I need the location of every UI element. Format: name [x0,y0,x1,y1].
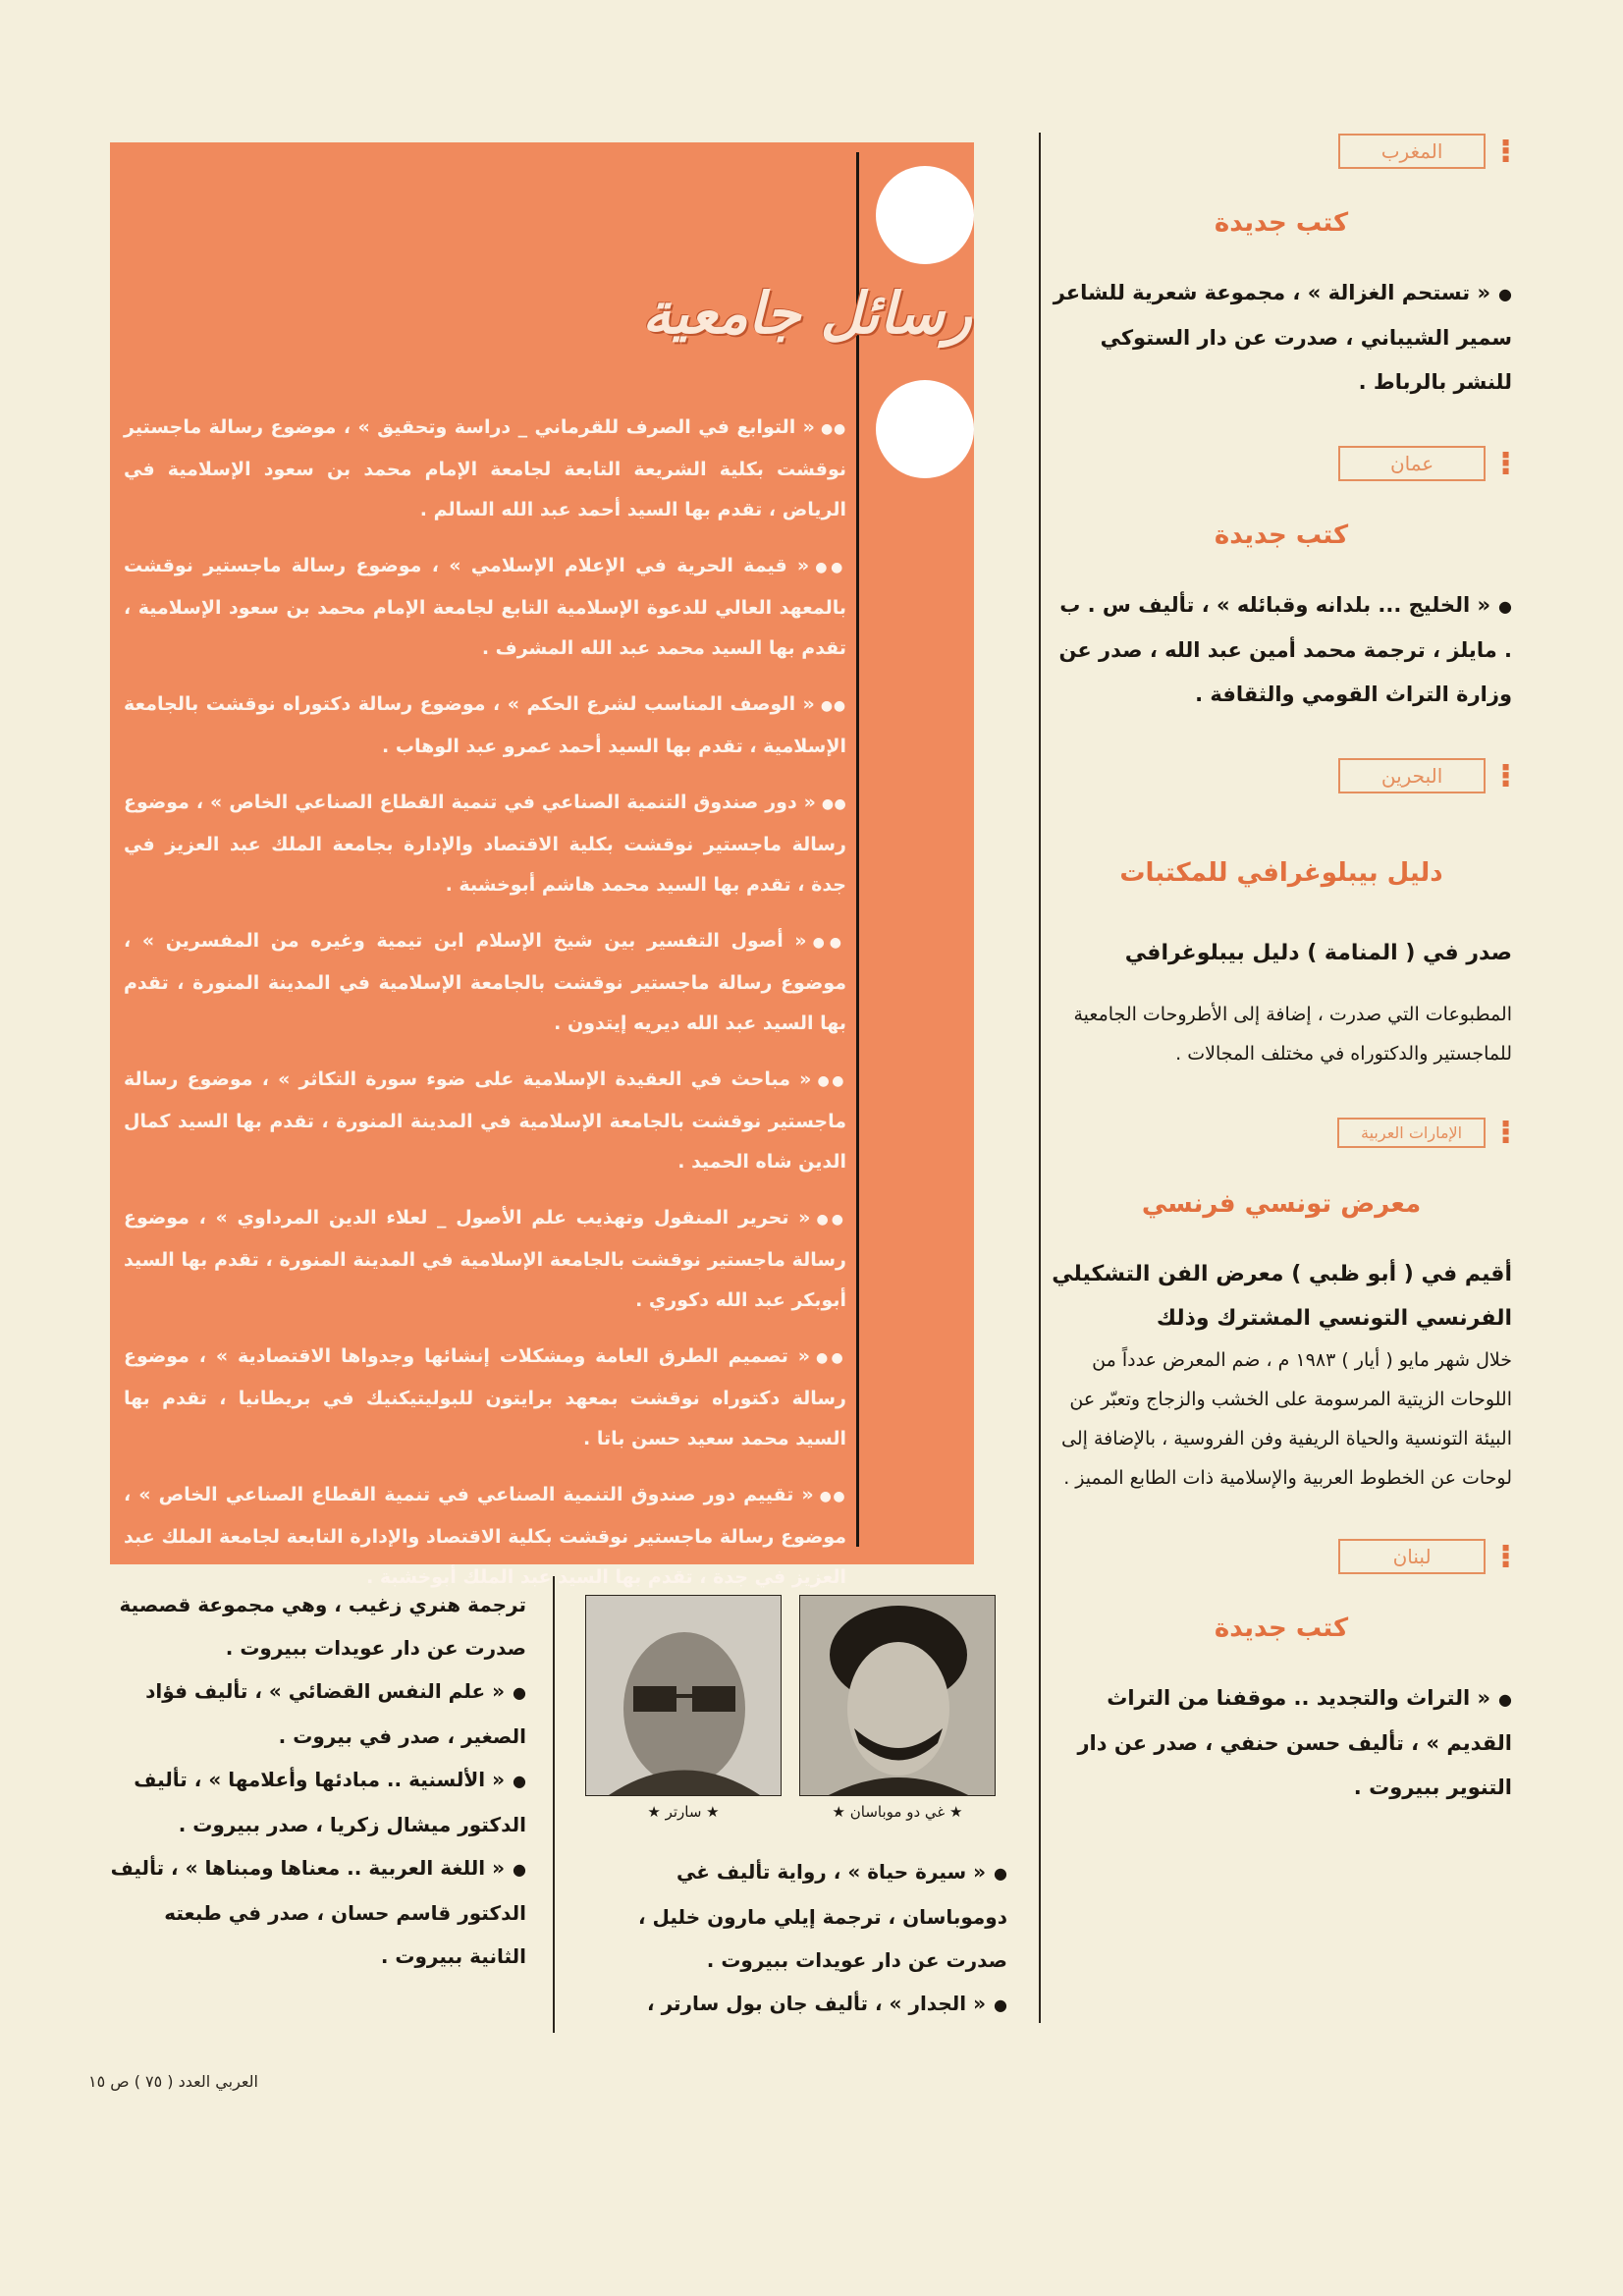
tag-label: عمان [1338,446,1486,481]
news-item: ترجمة هنري زغيب ، وهي مجموعة قصصية صدرت عن دار عويدات ببيروت . [119,1593,526,1660]
thesis-item: ●●« دور صندوق التنمية الصناعي في تنمية القطاع الصناعي الخاص » ، موضوع رسالة ماجستير نوقشت بكلية الاقتصاد والإدارة بجامعة الملك عبد العزيز في جدة ، تقدم بها السيد محمد هاشم أبوخشبة . [124,792,846,896]
thesis-item: ●●« مباحث في العقيدة الإسلامية على ضوء سورة التكاثر » ، موضوع رسالة ماجستير نوقشت بالجامعة الإسلامية في المدينة المنورة ، تقدم بها السيد كمال الدين شاه الحميد . [124,1068,846,1173]
tag-marker-icon: ⁝ [1499,132,1512,171]
page-footer: العربي العدد ( ٧٥ ) ص ١٥ [88,2072,258,2091]
thesis-item: ●●« الوصف المناسب لشرع الحكم » ، موضوع رسالة دكتوراه نوقشت بالجامعة الإسلامية ، تقدم بها السيد أحمد عمرو عبد الوهاب . [124,693,846,757]
section-title: كتب جديدة [1214,1613,1349,1643]
double-bullet-icon: ●● [821,796,846,812]
country-tag-morocco [1051,128,1512,175]
tag-label: الإمارات العربية [1337,1118,1486,1148]
news-item: ●« اللغة العربية .. معناها ومبناها » ، تأليف الدكتور قاسم حسان ، صدر في طبعته الثانية ببيروت . [110,1856,526,1968]
news-item: ●« سيرة حياة » ، رواية تأليف غي دوموباسان ، ترجمة إيلي مارون خليل ، صدرت عن دار عويدات ببيروت . [637,1860,1007,1972]
section-title: كتب جديدة [1214,208,1349,238]
country-tag-bahrain [1051,752,1512,799]
decorative-circle [876,380,974,478]
news-text: « تستحم الغزالة » ، مجموعة شعرية للشاعر سمير الشيباني ، صدرت عن دار الستوكي للنشر بالرباط . [1053,281,1512,394]
double-bullet-icon: ●● [817,1073,846,1089]
double-bullet-icon: ●● [819,1489,846,1504]
double-bullet-icon: ●● [812,935,846,951]
country-tag-oman [1051,440,1512,487]
photo-caption: ★ سارتر ★ [647,1803,720,1821]
bullet-icon: ● [994,1864,1007,1883]
news-item [1051,1676,1512,1810]
column-divider-bottom [553,1576,555,2033]
bullet-icon: ● [1498,597,1512,616]
section-title: كتب جديدة [1214,520,1349,550]
double-bullet-icon: ●● [816,1212,846,1228]
news-item [1051,583,1512,717]
thesis-item: ●●« قيمة الحرية في الإعلام الإسلامي » ، موضوع رسالة ماجستير نوقشت بالمعهد العالي للدعوة الإسلامية التابع لجامعة الإمام محمد بن سعود الإسلامية ، تقدم بها السيد محمد عبد الله المشرف . [124,555,846,659]
theses-list [124,408,846,1613]
university-theses-panel [110,142,974,1588]
bullet-icon: ● [513,1683,526,1702]
news-lead: صدر في ( المنامة ) دليل بيبلوغرافي [1124,941,1512,965]
author-photos [585,1595,998,1821]
thesis-item: ●●« التوابع في الصرف للقرماني _ دراسة وتحقيق » ، موضوع رسالة ماجستير نوقشت بكلية الشريعة التابعة لجامعة الإمام محمد بن سعود الإسلامية في الرياض ، تقدم بها السيد أحمد عبد الله السالم . [124,416,846,520]
news-column [1051,128,1512,1810]
bullet-icon: ● [513,1772,526,1790]
column-divider-right [1039,133,1041,2023]
tag-marker-icon: ⁝ [1499,444,1512,483]
photo-caption: ★ غي دو موباسان ★ [832,1803,963,1821]
photo-maupassant [799,1595,996,1796]
photo-sartre [585,1595,782,1796]
country-tag-lebanon [1051,1533,1512,1580]
news-text: خلال شهر مايو ( أيار ) ١٩٨٣ م ، ضم المعرض عدداً من اللوحات الزيتية المرسومة على الخشب والزجاج وتعبّر عن البيئة التونسية والحياة الريفية وفن الفروسية ، بالإضافة إلى لوحات عن الخطوط العربية والإسلامية ذات الطابع المميز . [1061,1349,1512,1489]
tag-marker-icon: ⁝ [1499,1113,1512,1152]
news-item: ●« الجدار » ، تأليف جان بول سارتر ، [647,1992,1007,2015]
double-bullet-icon: ●● [815,560,846,575]
bullet-icon: ● [1498,1690,1512,1709]
section-title: معرض تونسي فرنسي [1141,1189,1422,1219]
thesis-item: ●●« تقييم دور صندوق التنمية الصناعي في تنمية القطاع الصناعي الخاص » ، موضوع رسالة ماجستير نوقشت بكلية الاقتصاد والإدارة التابعة لجامعة الملك عبد العزيز في جدة ، تقدم بها السيد عبد الملك أبوخشبة . [124,1484,846,1588]
bullet-icon: ● [1498,285,1512,303]
news-lead: أقيم في ( أبو ظبي ) معرض الفن التشكيلي الفرنسي التونسي المشترك وذلك [1052,1262,1512,1331]
news-text: المطبوعات التي صدرت ، إضافة إلى الأطروحات الجامعية للماجستير والدكتوراه في مختلف المجالات . [1073,1004,1512,1065]
tag-label: البحرين [1338,758,1486,793]
country-tag-uae [1051,1109,1512,1156]
thesis-item: ●●« تحرير المنقول وتهذيب علم الأصول _ لعلاء الدين المرداوي » ، موضوع رسالة ماجستير نوقشت بالجامعة الإسلامية في المدينة المنورة ، تقدم بها السيد أبوبكر عبد الله دكوري . [124,1207,846,1311]
tag-marker-icon: ⁝ [1499,1537,1512,1576]
double-bullet-icon: ●● [820,698,846,714]
tag-marker-icon: ⁝ [1499,756,1512,795]
news-text: « التراث والتجديد .. موقفنا من التراث القديم » ، تأليف حسن حنفي ، صدر عن دار التنوير ببيروت . [1077,1686,1512,1799]
panel-title: رسائل جامعية [642,280,972,347]
tag-label: لبنان [1338,1539,1486,1574]
books-list-left [102,1583,526,1978]
section-title: دليل بيبلوغرافي للمكتبات [1119,858,1443,888]
double-bullet-icon: ●● [820,421,846,437]
double-bullet-icon: ●● [816,1350,846,1366]
tag-label: المغرب [1338,134,1486,169]
bullet-icon: ● [513,1860,526,1879]
bullet-icon: ● [994,1995,1007,2014]
news-item: ●« الألسنية .. مبادئها وأعلامها » ، تأليف الدكتور ميشال زكريا ، صدر ببيروت . [134,1768,526,1836]
news-text: « الخليج ... بلدانه وقبائله » ، تأليف س . ب . مايلز ، ترجمة محمد أمين عبد الله ، صدر عن وزارة التراث القومي والثقافة . [1058,593,1512,706]
decorative-circle [876,166,974,264]
books-list-middle [585,1850,1007,2027]
thesis-item: ●●« أصول التفسير بين شيخ الإسلام ابن تيمية وغيره من المفسرين » ، موضوع رسالة ماجستير نوقشت بالجامعة الإسلامية في المدينة المنورة ، تقدم بها السيد عبد الله ديريه إيتدون . [124,930,846,1034]
news-item [1051,271,1512,405]
news-item: ●« علم النفس القضائي » ، تأليف فؤاد الصغير ، صدر في بيروت . [145,1679,526,1748]
thesis-item: ●●« تصميم الطرق العامة ومشكلات إنشائها وجدواها الاقتصادية » ، موضوع رسالة دكتوراه نوقشت بمعهد برايتون للبوليتيكنيك في بريطانيا ، تقدم بها السيد محمد سعيد حسن باتا . [124,1345,846,1449]
